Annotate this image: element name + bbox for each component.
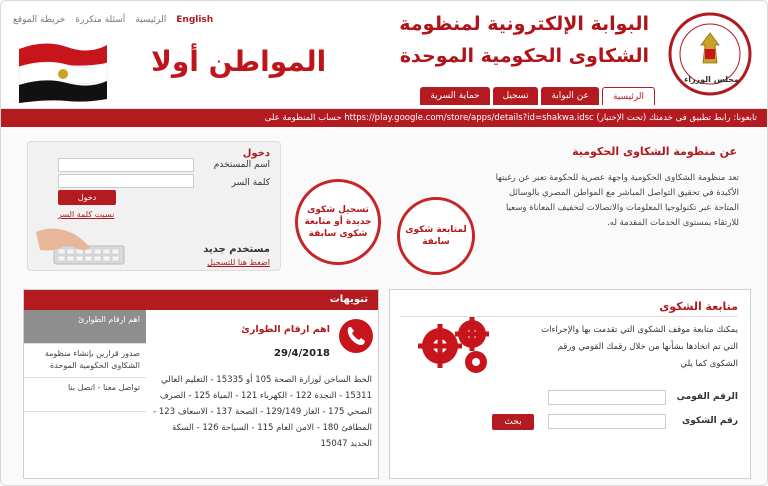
announcements-list [24,310,146,480]
announcements-header: تنويهات [24,290,378,310]
follow-title: متابعة الشكوى [659,300,738,313]
top-links [13,15,213,25]
forgot-password-link[interactable]: نسيت كلمة السر [58,210,115,219]
password-input[interactable] [58,174,194,188]
username-label: اسم المستخدم [213,160,270,170]
complaint-number-input[interactable] [548,414,666,429]
slogan: المواطن أولا [151,45,327,78]
follow-complaint-circle[interactable]: لمتابعة شكوى سابقة [397,197,475,275]
announcement-title: اهم ارقام الطوارئ [241,324,330,335]
phone-icon [338,318,374,354]
news-ticker[interactable]: تابعونا: رابط تطبيق فى خدمتك (تحت الإختبار) https://play.google.com/store/apps/details?id=shakwa.idsc حساب المنظومة على [1,109,767,127]
complaint-number-label: رقم الشكوى [681,416,738,426]
list-item[interactable]: تواصل معنا - اتصل بنا [24,378,146,412]
register-link[interactable]: اضغط هنا للتسجيل [207,258,270,267]
announcement-body: الخط الساخن لوزارة الصحة 105 أو 15335 - التعليم العالي 15311 - النجدة 122 - الكهرباء 121 - المياة 125 - الصرف الصحي 175 - الغاز 129/149 - الصحة 137 - الاسعاف 123 - المطافئ 180 - الامن العام 115 - السياحة 126 - السكة الحديد 15047 [153,375,372,449]
egypt-flag-icon [15,39,111,103]
tab-about[interactable]: عن البوابة [541,87,599,105]
main-nav [420,87,655,105]
english-link[interactable]: English [176,15,214,25]
tab-home[interactable]: الرئيسية [602,87,655,105]
new-user-label: مستخدم جديد [203,244,270,255]
new-complaint-circle[interactable]: تسجيل شكوى جديدة أو متابعة شكوى سابقة [295,179,381,265]
password-label: كلمة السر [231,178,270,188]
faq-link[interactable]: أسئلة متكررة [75,15,126,25]
header [1,1,767,109]
tab-privacy[interactable]: حماية السرية [420,87,489,105]
home-link[interactable]: الرئيسية [135,15,167,25]
portal-title-line2: الشكاوى الحكومية الموحدة [399,45,649,67]
username-input[interactable] [58,158,194,172]
tab-register[interactable]: تسجيل [493,87,539,105]
keyboard-hand-icon [34,222,126,268]
sitemap-link[interactable]: خريطة الموقع [13,15,66,25]
login-title: دخول [242,148,270,159]
gears-icon [410,306,502,376]
announcement-date: 29/4/2018 [273,348,330,359]
list-item[interactable]: صدور قرارين بإنشاء منظومة الشكاوى الحكومية الموحدة [24,344,146,378]
follow-text: يمكنك متابعة موقف الشكوى التي تقدمت بها والإجراءات التي تم اتخاذها بشأنها من خلال رقمك القومي ورقم الشكوى كما يلي [541,325,738,369]
national-id-label: الرقم القومى [676,392,738,402]
national-id-input[interactable] [548,390,666,405]
announcements-box [23,289,379,479]
login-panel [27,141,281,271]
cabinet-seal-logo [667,11,753,97]
seal-label: مجلس الوزراء [684,75,739,84]
announcement-content [150,312,376,478]
follow-complaint-box [389,289,751,479]
list-item[interactable]: اهم ارقام الطوارئ [24,310,146,344]
intro-text: تعد منظومة الشكاوى الحكومية واجهة عصرية للحكومة تعبر عن رغبتها الأكيدة في تحقيق التواصل المباشر مع المواطن المصري بالوسائل المتاحة عبر تكنولوجيا المعلومات والاتصالات لتخفيف المعاناة وسعيا للارتقاء بمستوى الخدمات المقدمة له. [495,173,739,228]
intro-title: عن منظومة الشكاوى الحكومية [572,145,737,158]
search-button[interactable]: بحث [492,414,534,430]
portal-title-line1: البوابة الإلكترونية لمنظومة [399,13,649,35]
login-button[interactable]: دخول [58,190,116,205]
